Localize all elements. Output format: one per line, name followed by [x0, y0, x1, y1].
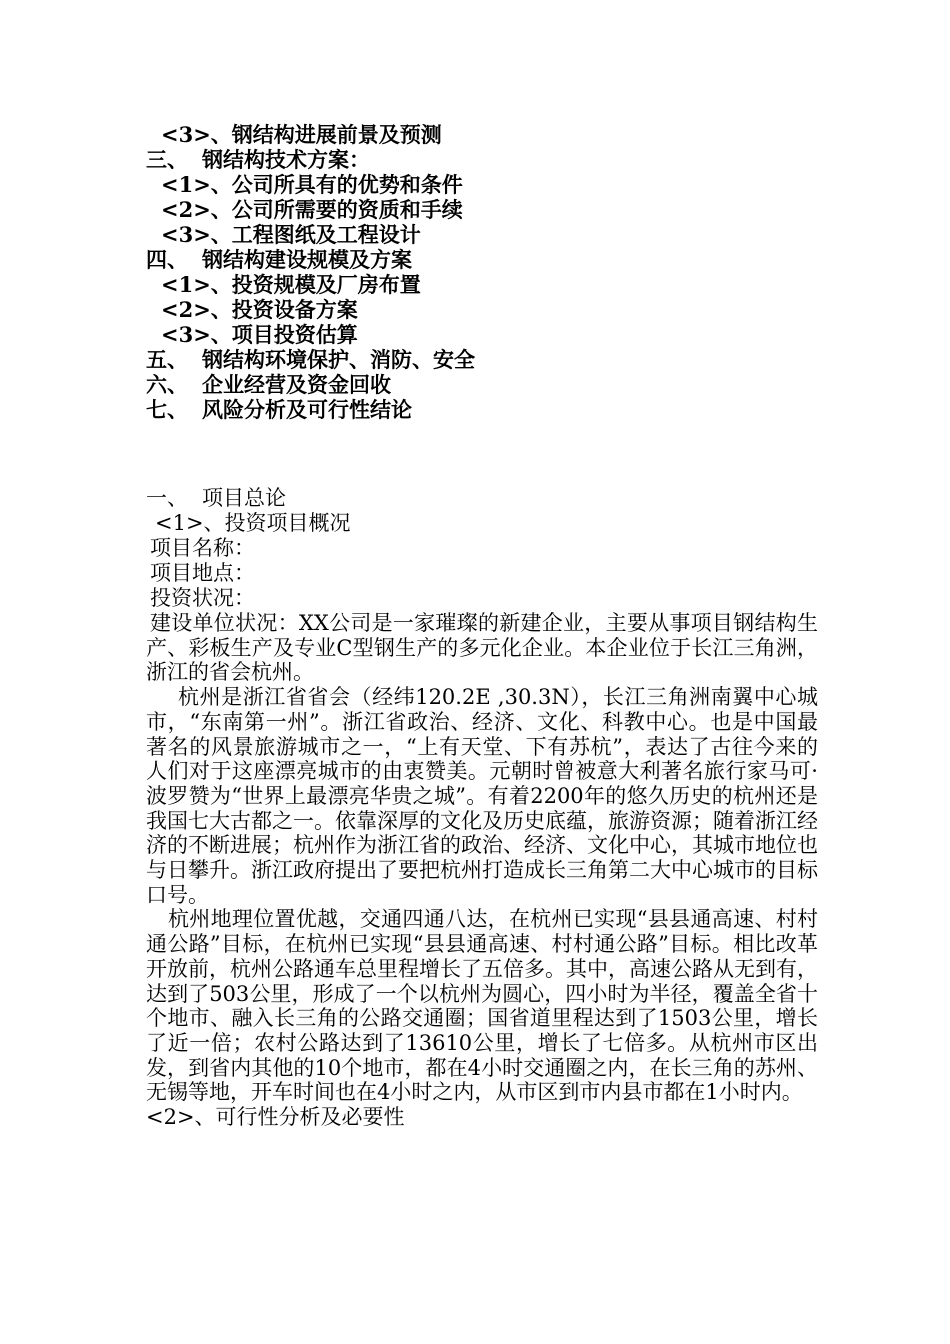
toc-item: 七、 风险分析及可行性结论 — [146, 397, 412, 422]
toc-item: <2>、公司所需要的资质和手续 — [161, 197, 463, 222]
toc-item: <1>、公司所具有的优势和条件 — [161, 172, 463, 197]
paragraph-transport: 杭州地理位置优越，交通四通八达，在杭州已实现“县县通高速、村村通公路”目标，在杭州已实现“县县通高速、村村通公路”目标。相比改革开放前，杭州公路通车总里程增长了五倍多。其中，高速公路从无到有，达到了503公里，形成了一个以杭州为圆心，四小时为半径，覆盖全省十个地市、融入长三角的公路交通圈；国省道里程达到了1503公里，增长了近一倍；农村公路达到了13610公里，增长了七倍多。从杭州市区出发，到省内其他的10个地市，都在4小时交通圈之内，在长三角的苏州、无锡等地，开车时间也在4小时之内，从市区到市内县市都在1小时内。 — [146, 907, 818, 1105]
field-project-name: 项目名称： — [150, 536, 255, 560]
subsection-heading: <1>、投资项目概况 — [155, 511, 351, 535]
paragraph-builder-status: 建设单位状况：XX公司是一家璀璨的新建企业，主要从事项目钢结构生产、彩板生产及专业C型钢生产的多元化企业。本企业位于长江三角洲，浙江的省会杭州。 — [146, 611, 818, 685]
toc-item: <3>、钢结构进展前景及预测 — [161, 122, 442, 147]
field-investment-status: 投资状况： — [150, 586, 255, 610]
toc-item: <3>、项目投资估算 — [161, 322, 358, 347]
section-project-overview — [146, 486, 818, 1130]
document-page — [146, 122, 818, 1130]
paragraph-hangzhou-intro: 杭州是浙江省省会（经纬120.2E ,30.3N），长江三角洲南翼中心城市，“东南第一州”。浙江省政治、经济、文化、科教中心。也是中国最著名的风景旅游城市之一，“上有天堂、下有苏杭”，表达了古往今来的人们对于这座漂亮城市的由衷赞美。元朝时曾被意大利著名旅行家马可·波罗赞为“世界上最漂亮华贵之城”。有着2200年的悠久历史的杭州还是我国七大古都之一。依靠深厚的文化及历史底蕴，旅游资源；随着浙江经济的不断进展；杭州作为浙江省的政治、经济、文化中心，其城市地位也与日攀升。浙江政府提出了要把杭州打造成长三角第二大中心城市的目标口号。 — [146, 685, 818, 907]
toc-item: <1>、投资规模及厂房布置 — [161, 272, 421, 297]
field-project-location: 项目地点： — [150, 561, 255, 585]
toc-item: <3>、工程图纸及工程设计 — [161, 222, 421, 247]
toc-item: 三、 钢结构技术方案： — [146, 147, 370, 172]
subsection-heading: <2>、可行性分析及必要性 — [146, 1105, 405, 1130]
section-heading: 一、 项目总论 — [146, 486, 286, 510]
toc-item: <2>、投资设备方案 — [161, 297, 358, 322]
toc-item: 五、 钢结构环境保护、消防、安全 — [146, 347, 475, 372]
toc-item: 六、 企业经营及资金回收 — [146, 372, 391, 397]
toc-item: 四、 钢结构建设规模及方案 — [146, 247, 412, 272]
section-gap — [146, 422, 818, 486]
table-of-contents — [146, 122, 818, 422]
